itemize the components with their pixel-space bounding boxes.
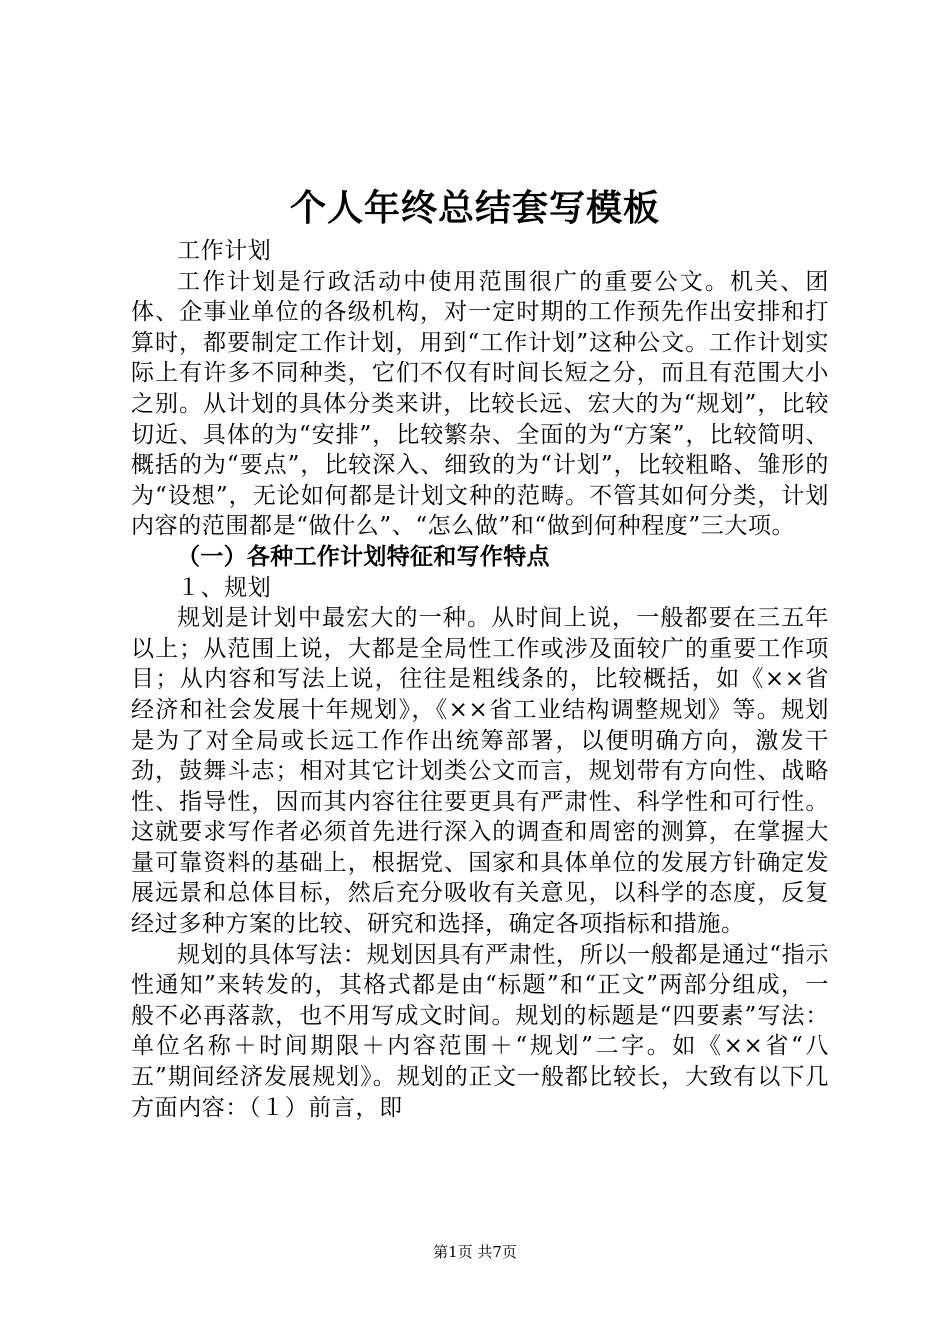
document-title: 个人年终总结套写模板 bbox=[289, 187, 660, 229]
paragraph-work-plan-label: 工作计划 bbox=[177, 238, 272, 264]
paragraph-plan-description: 规划是计划中最宏大的一种。从时间上说，一般都要在三五年以上；从范围上说，大都是全局性工作或涉及面较广的重要工作项目；从内容和写法上说，往往是粗线条的，比较概括，如《××省经济和社会发展十年规划》，《××省工业结构调整规划》等。规划是为了对全局或长远工作作出统筹部署，以便明确方向，激发干劲，鼓舞斗志；相对其它计划类公文而言，规划带有方向性、战略性、指导性，因而其内容往往要更具有严肃性、科学性和可行性。这就要求写作者必须首先进行深入的调查和周密的测算，在掌握大量可靠资料的基础上，根据党、国家和具体单位的发展方针确定发展远景和总体目标，然后充分吸收有关意见，以科学的态度，反复经过多种方案的比较、研究和选择，确定各项指标和措施。 bbox=[131, 605, 829, 938]
paragraph-plan-writing: 规划的具体写法：规划因具有严肃性，所以一般都是通过“指示性通知”来转发的，其格式都是由“标题”和“正文”两部分组成，一般不必再落款，也不用写成文时间。规划的标题是“四要素”写法：单位名称＋时间期限＋内容范围＋“规划”二字。如《××省“八五”期间经济发展规划》。规划的正文一般都比较长，大致有以下几方面内容：（１）前言，即 bbox=[131, 941, 829, 1121]
paragraph-intro: 工作计划是行政活动中使用范围很广的重要公文。机关、团体、企事业单位的各级机构，对一定时期的工作预先作出安排和打算时，都要制定工作计划，用到“工作计划”这种公文。工作计划实际上有许多不同种类，它们不仅有时间长短之分，而且有范围大小之别。从计划的具体分类来讲，比较长远、宏大的为“规划”，比较切近、具体的为“安排”，比较繁杂、全面的为“方案”，比较简明、概括的为“要点”，比较深入、细致的为“计划”，比较粗略、雏形的为“设想”，无论如何都是计划文种的范畴。不管其如何分类，计划内容的范围都是“做什么”、“怎么做”和“做到何种程度”三大项。 bbox=[131, 268, 829, 540]
document-body bbox=[131, 236, 829, 1123]
section-heading: （一）各种工作计划特征和写作特点 bbox=[177, 543, 550, 570]
page-indicator: 第1页 共7页 bbox=[433, 1243, 517, 1261]
subsection-heading-plan: １、规划 bbox=[177, 574, 272, 601]
